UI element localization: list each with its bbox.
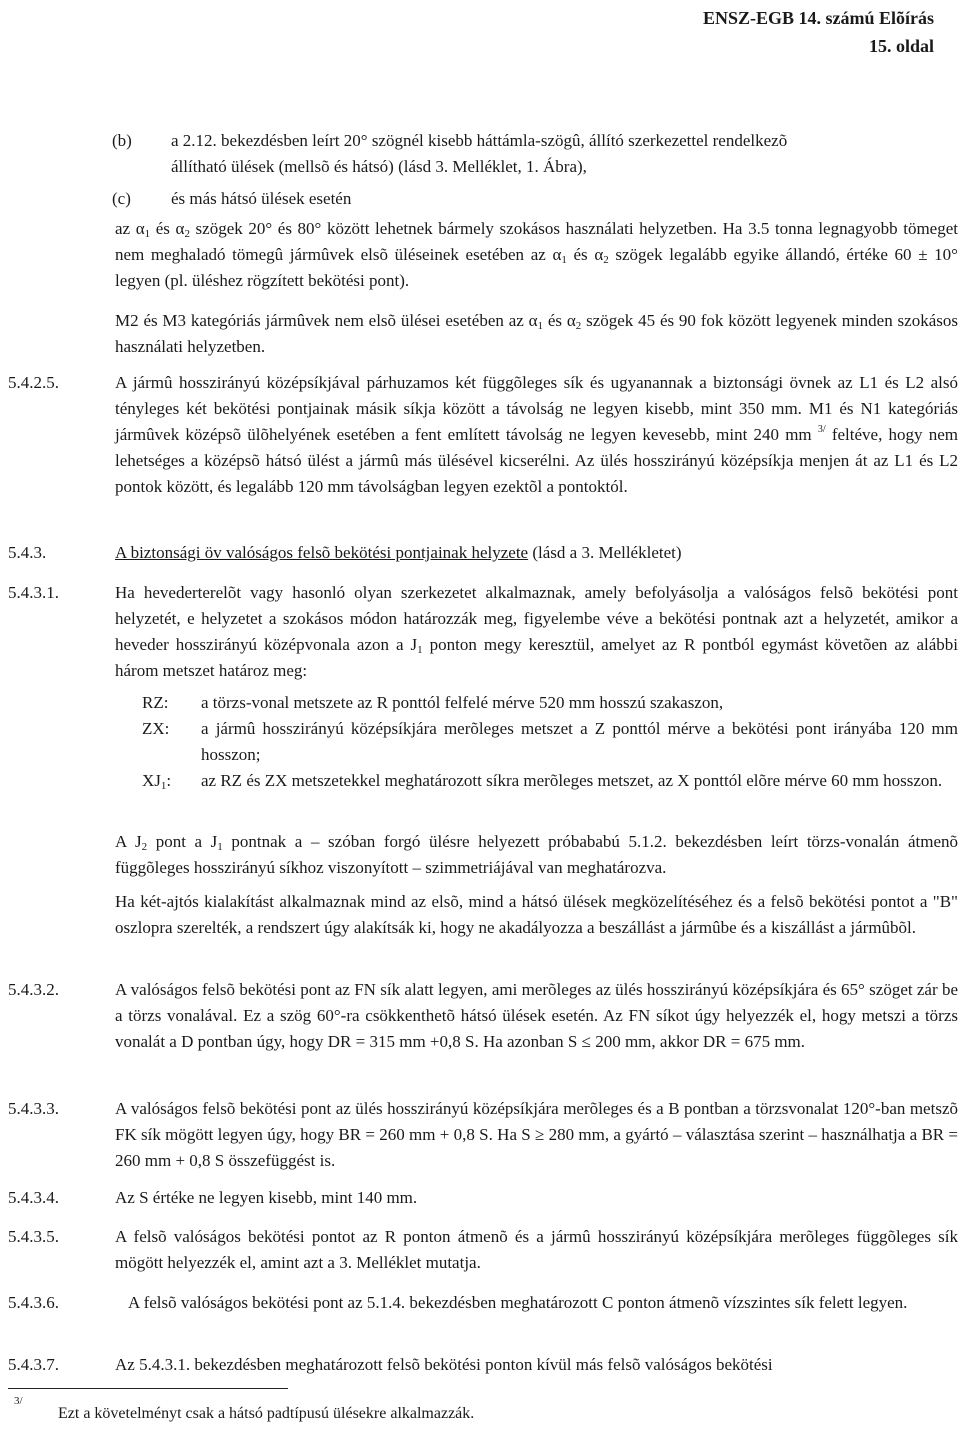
section-number-5434: 5.4.3.4. [8,1188,59,1207]
section-number-5425: 5.4.2.5. [8,373,59,392]
section-number-5431: 5.4.3.1. [8,583,59,602]
section-number-5435: 5.4.3.5. [8,1227,59,1246]
angles-paragraph: az $\alpha_1$ és $\alpha_2$ szögek 20° és 80° között lehetnek bármely szokásos használati helyzetben. Ha 3.5 tonna legnagyobb tömeget nem meghaladó tömegû jármûvek elsõ üléseinek esetében az $\alpha_1$ és $\alpha_2$ szögek legalább egyike állandó, értéke 60 ± 10° legyen (pl. üléshez rögzített bekötési pont). [115,219,958,290]
def-term-rz: RZ: [142,693,169,712]
section-number-543: 5.4.3. [8,543,47,562]
item-c-text: és más hátsó ülések esetén [171,189,352,208]
page-number: 15. oldal [868,36,934,56]
document-title: ENSZ-EGB 14. számú Elõírás [702,8,934,28]
section-543-heading: A biztonsági öv valóságos felsõ bekötési pontjainak helyzete (lásd a 3. Mellékletet) [115,543,682,562]
def-text-xj1: az RZ és ZX metszetekkel meghatározott síkra merõleges metszet, az X ponttól elõre mérve 60 mm hosszon. [201,771,943,790]
item-b-text: a 2.12. bekezdésben leírt 20° szögnél kisebb háttámla-szögû, állító szerkezettel rendelkezõ állítható ülések (mellsõ és hátsó) (lásd 3. Melléklet, 1. Ábra), [171,131,788,176]
def-text-rz: a törzs-vonal metszete az R ponttól felfelé mérve 520 mm hosszú szakaszon, [201,693,724,712]
footnote-separator [8,1388,288,1389]
j2-paragraph: A $J_2$ pont a $J_1$ pontnak a – szóban forgó ülésre helyezett próbababú 5.1.2. bekezdésben leírt törzs-vonalán átmenõ függõleges hosszirányú síkhoz viszonyított – szimmetriájával van meghatározva. [115,832,958,877]
section-5431-text: Ha hevederterelõt vagy hasonló olyan szerkezetet alkalmaznak, amely befolyásolja a valóságos felsõ bekötési pont helyzetét, e helyzetet a szokásos módon határozzák meg, figyelembe véve a bekötési pontnak azt a helyzetét, amikor a heveder hosszirányú középvonala azon a $J_1$ ponton megy keresztül, amelyet az R pontból egymást követõen az alábbi három metszet határoz meg: [115,583,958,680]
item-b-marker: (b) [112,131,132,150]
m2-m3-paragraph: M2 és M3 kategóriás jármûvek nem elsõ ülései esetében az $\alpha_1$ és $\alpha_2$ szögek 45 és 90 fok között legyenek minden szokásos használati helyzetben. [115,311,958,356]
two-door-paragraph: Ha két-ajtós kialakítást alkalmaznak mind az elsõ, mind a hátsó ülések megközelítéséhez és a felsõ bekötési pontot a "B" oszlopra szerelték, a rendszert úgy alakítsák ki, hogy ne akadályozza a beszállást a jármûbe és a kiszállást a jármûbõl. [115,892,958,937]
def-term-zx: ZX: [142,719,170,738]
section-5435-text: A felsõ valóságos bekötési pontot az R ponton átmenõ és a jármû hosszirányú középsíkjára merõleges függõleges sík mögött helyezzék el, amint azt a 3. Melléklet mutatja. [115,1227,958,1272]
def-text-zx: a jármû hosszirányú középsíkjára merõleges metszet a Z ponttól mérve a bekötési pont irányába 120 mm hosszon; [201,719,958,764]
section-5433-text: A valóságos felsõ bekötési pont az ülés hosszirányú középsíkjára merõleges és a B pontban a törzsvonalat 120°-ban metszõ FK sík mögött legyen úgy, hogy BR = 260 mm + 0,8 S. Ha S ≥ 280 mm, a gyártó – választása szerint – használhatja a BR = 260 mm + 0,8 S összefüggést is. [115,1099,958,1170]
section-5425-text: A jármû hosszirányú középsíkjával párhuzamos két függõleges sík és ugyanannak a biztonsági övnek az L1 és L2 alsó tényleges két bekötési pontjainak másik síkja között a távolság ne legyen kisebb, mint 350 mm. M1 és N1 kategóriás jármûvek középsõ ülõhelyének esetében a fent említett távolság ne legyen kevesebb, mint 240 mm $^{3/}$ feltéve, hogy nem lehetséges a középsõ hátsó ülést a jármû más ülésével kicserélni. Az ülés hosszirányú középsíkja menjen át az L1 és L2 pontok között, és legalább 120 mm távolságban legyen ezektõl a pontoktól. [115,373,959,496]
page-header [703,4,934,60]
item-c-marker: (c) [112,189,131,208]
section-number-5432: 5.4.3.2. [8,980,59,999]
footnote-marker: 3/ [14,1395,23,1407]
section-5434-text: Az S értéke ne legyen kisebb, mint 140 mm. [115,1188,418,1207]
def-term-xj1: $XJ_1$: [142,771,172,792]
section-5436-text: A felsõ valóságos bekötési pont az 5.1.4. bekezdésben meghatározott C ponton átmenõ vízszintes sík felett legyen. [128,1293,908,1312]
section-number-5436: 5.4.3.6. [8,1293,59,1312]
footnote-text: Ezt a követelményt csak a hátsó padtípusú ülésekre alkalmazzák. [58,1405,475,1422]
section-5432-text: A valóságos felsõ bekötési pont az FN sík alatt legyen, ami merõleges az ülés hosszirányú középsíkjára és 65° szöget zár be a törzs vonalával. Ez a szög 60°-ra csökkenthetõ hátsó ülések esetén. Az FN síkot úgy helyezzék el, hogy metszi a törzs vonalát a D pontban úgy, hogy DR = 315 mm +0,8 S. Ha azonban S ≤ 200 mm, akkor DR = 675 mm. [115,980,958,1051]
section-number-5433: 5.4.3.3. [8,1099,59,1118]
section-number-5437: 5.4.3.7. [8,1355,59,1374]
section-5437-text: Az 5.4.3.1. bekezdésben meghatározott felsõ bekötési ponton kívül más felsõ valóságos bekötési [115,1355,773,1374]
footnote-reference: 3/ [817,424,826,435]
